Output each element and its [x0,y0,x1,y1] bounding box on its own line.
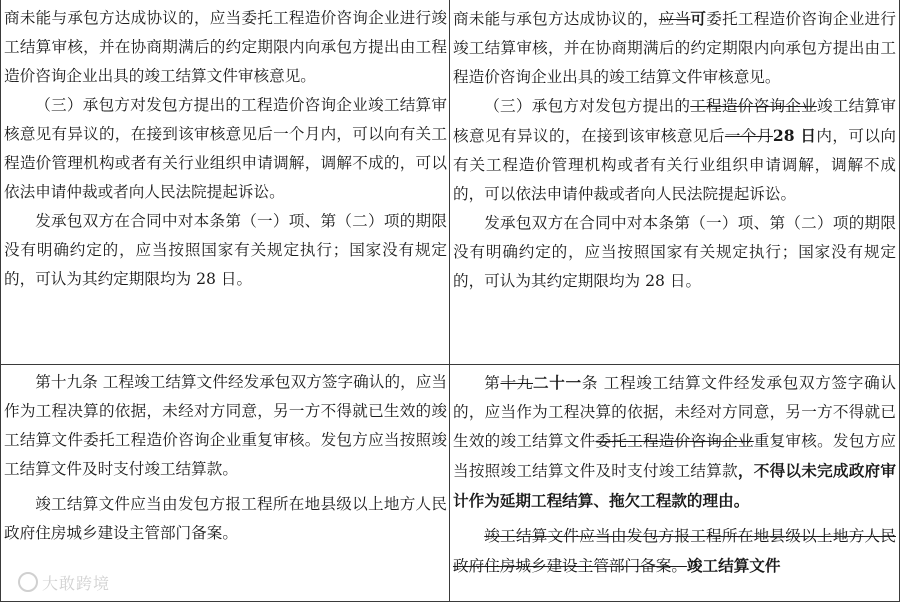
right-para-4: 第十九二十一条 工程竣工结算文件经发承包双方签字确认的，应当作为工程决算的依据，未经对方同意，另一方不得就已生效的竣工结算文件委托工程造价咨询企业重复审核。发包方应当按照竣工结算文件及时支付竣工结算款，不得以未完成政府审计作为延期工程结算、拖欠工程款的理由。 [453,373,896,510]
left-para-4: 第十九条 工程竣工结算文件经发承包双方签字确认的，应当作为工程决算的依据，未经对方同意，另一方不得就已生效的竣工结算文件委托工程造价咨询企业重复审核。发包方应当按照竣工结算文件及时支付竣工结算款。 [4,373,447,478]
deleted-text: 一个月 [724,127,773,145]
deleted-text: 竣工结算文件应当由发包方报工程所在地县级以上地方人民政府住房城乡建设主管部门备案。 [453,527,896,575]
left-cell-original-bottom [4,368,447,548]
watermark: 大敢跨境 [18,571,110,594]
left-para-3: 发承包双方在合同中对本条第（一）项、第（二）项的期限没有明确约定的，应当按照国家有关规定执行；国家没有规定的，可认为其约定期限均为 28 日。 [4,212,447,288]
right-para-3: 发承包双方在合同中对本条第（一）项、第（二）项的期限没有明确约定的，应当按照国家有关规定执行；国家没有规定的，可认为其约定期限均为 28 日。 [453,214,896,290]
left-para-5: 竣工结算文件应当由发包方报工程所在地县级以上地方人民政府住房城乡建设主管部门备案。 [4,495,447,542]
right-cell-revised-bottom [453,368,896,581]
right-para-5 [453,522,896,581]
table-row-divider [0,364,900,365]
inserted-text: 可 [690,9,707,28]
inserted-text: 二十一 [533,373,582,392]
deleted-text: 工程造价咨询企业 [690,97,817,115]
deleted-text: 十九 [500,374,534,392]
right-para-1: 商未能与承包方达成协议的，应当可委托工程造价咨询企业进行竣工结算审核，并在协商期满后的约定期限内向承包方提出由工程造价咨询企业出具的竣工结算文件审核意见。 [453,9,896,86]
inserted-text: 竣工结算文件 [686,556,781,575]
watermark-logo-icon [18,572,38,592]
left-para-1: 商未能与承包方达成协议的，应当委托工程造价咨询企业进行竣工结算审核，并在协商期满后的约定期限内向承包方提出由工程造价咨询企业出具的竣工结算文件审核意见。 [4,9,447,85]
inserted-text: ，不得以未完成政府审计作为延期工程结算、拖欠工程款的理由。 [453,461,896,510]
left-para-2: （三）承包方对发包方提出的工程造价咨询企业竣工结算审核意见有异议的，在接到该审核意见后一个月内，可以向有关工程造价管理机构或者有关行业组织申请调解，调解不成的，可以依法申请仲裁或者向人民法院提起诉讼。 [4,96,447,201]
deleted-text: 委托工程造价咨询企业 [595,432,754,450]
inserted-text: 28 日 [772,126,817,145]
right-cell-revised-top [453,4,896,296]
left-cell-original-top [4,4,447,294]
table-column-divider [449,0,450,602]
deleted-text: 应当 [658,10,691,28]
right-para-2: （三）承包方对发包方提出的工程造价咨询企业竣工结算审核意见有异议的，在接到该审核意见后一个月28 日内，可以向有关工程造价管理机构或者有关行业组织申请调解，调解不成的，可以依法申请仲裁或者向人民法院提起诉讼。 [453,97,896,203]
table-border-left [0,0,1,602]
